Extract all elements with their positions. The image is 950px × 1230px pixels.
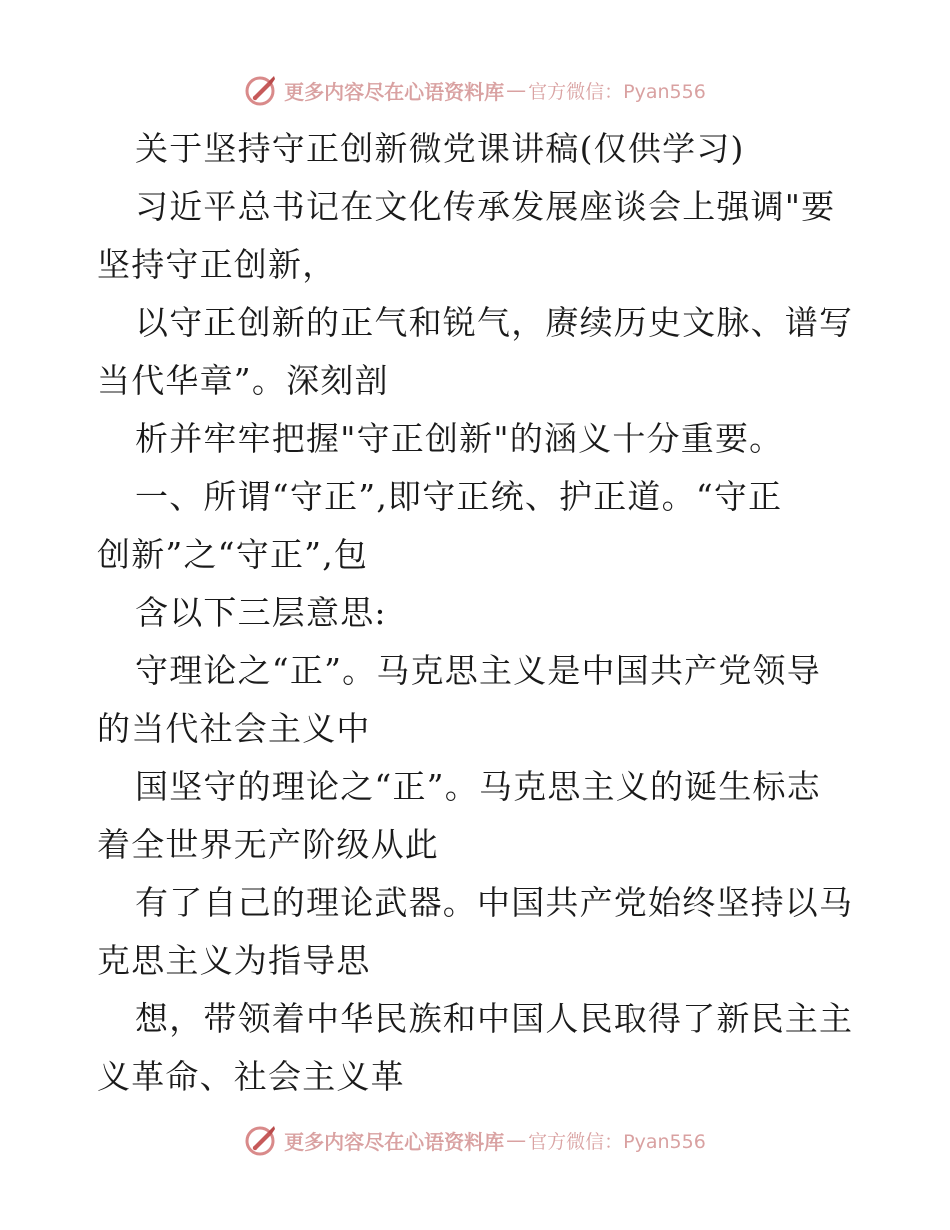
text-line: 克思主义为指导思 — [97, 941, 371, 980]
text-line: 有了自己的理论武器。中国共产党始终坚持以马 — [135, 883, 854, 922]
text-line: 以守正创新的正气和锐气，赓续历史文脉、谱写 — [135, 303, 854, 342]
watermark-wechat: 官方微信：Pyan556 — [528, 80, 706, 103]
document-body — [97, 120, 857, 1106]
watermark-dash: — — [506, 1128, 527, 1152]
text-line: 着全世界无产阶级从此 — [97, 825, 439, 864]
watermark-dash: — — [506, 78, 527, 102]
text-line: 创新”之“守正”,包 — [97, 535, 369, 574]
text-line: 想，带领着中华民族和中国人民取得了新民主主 — [135, 999, 854, 1038]
text-line: 当代华章”。深刻剖 — [97, 361, 389, 400]
footer-watermark — [0, 1120, 950, 1160]
text-line: 含以下三层意思: — [135, 593, 387, 632]
watermark-text: 更多内容尽在心语资料库 — [284, 1129, 505, 1154]
text-line: 习近平总书记在文化传承发展座谈会上强调"要 — [135, 187, 836, 226]
text-line: 一、所谓“守正”,即守正统、护正道。“守正 — [135, 477, 783, 516]
text-line: 析并牢牢把握"守正创新"的涵义十分重要。 — [135, 419, 784, 458]
quill-logo-icon — [244, 1123, 278, 1157]
text-line: 守理论之“正”。马克思主义是中国共产党领导 — [135, 651, 821, 690]
text-line: 国坚守的理论之“正”。马克思主义的诞生标志 — [135, 767, 821, 806]
text-line: 的当代社会主义中 — [97, 709, 371, 748]
header-watermark — [0, 70, 950, 110]
text-line: 坚持守正创新， — [97, 245, 337, 284]
text-line: 关于坚持守正创新微党课讲稿(仅供学习) — [135, 129, 745, 168]
watermark-text: 更多内容尽在心语资料库 — [284, 79, 505, 104]
watermark-wechat: 官方微信：Pyan556 — [528, 1130, 706, 1153]
quill-logo-icon — [244, 73, 278, 107]
text-line: 义革命、社会主义革 — [97, 1057, 405, 1096]
